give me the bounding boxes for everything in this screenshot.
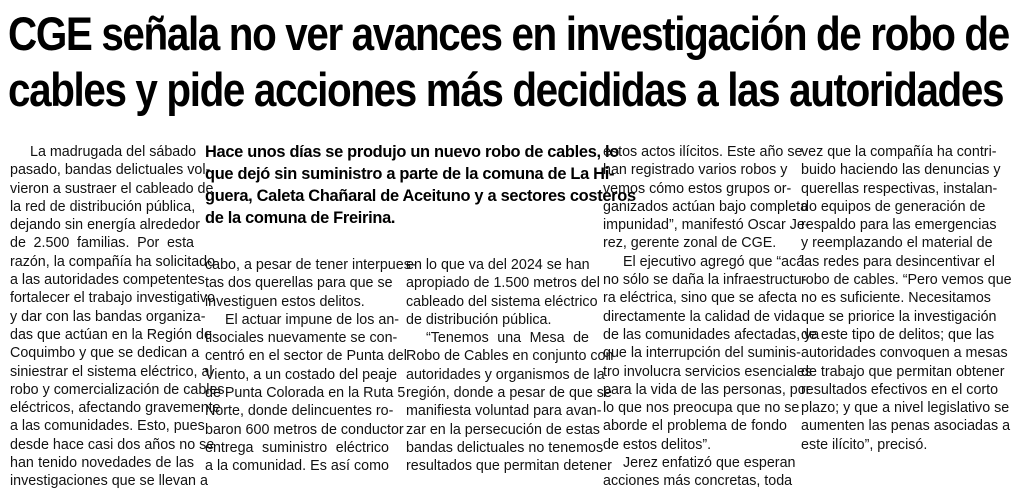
article-line: plazo; y que a nivel legislativo se — [801, 400, 1010, 417]
article-line: de trabajo que permitan obtener — [801, 363, 1005, 380]
article-line: ganizados actúan bajo completa — [603, 198, 809, 215]
article-line: en lo que va del 2024 se han — [406, 257, 590, 273]
article-line: de distribución pública. — [406, 311, 552, 328]
article-line: querellas respectivas, instalan- — [801, 180, 998, 197]
article-line: razón, la compañía ha solicitado — [10, 253, 216, 270]
article-line: a la comunidad. Es así como — [205, 458, 389, 475]
article-line: investigaciones que se llevan a — [10, 473, 208, 490]
article-line: buido haciendo las denuncias y — [801, 162, 1001, 179]
article-line: región, donde a pesar de que se — [406, 385, 612, 402]
article-line: robo y comercialización de cables — [10, 381, 225, 398]
article-line: tro involucra servicios esenciales — [603, 363, 812, 380]
article-line: impunidad”, manifestó Oscar Je- — [603, 217, 810, 234]
article-column-5 — [801, 143, 1012, 454]
article-line: Jerez enfatizó que esperan — [623, 455, 796, 472]
article-line: lo que nos preocupa que no se — [603, 400, 800, 417]
article-line: Norte, donde delincuentes ro- — [205, 403, 394, 420]
article-line: aborde el problema de fondo — [603, 418, 787, 435]
article-line: han tenido novedades de las — [10, 455, 194, 472]
article-line: directamente la calidad de vida — [603, 308, 801, 325]
article-line: han registrado varios robos y — [603, 162, 788, 179]
article-line: que se priorice la investigación — [801, 308, 997, 325]
article-line: siniestrar el sistema eléctrico, al — [10, 363, 213, 380]
article-line: autoridades y organismos de la — [406, 366, 605, 383]
article-line: Robo de Cables en conjunto con — [406, 348, 614, 365]
pull-quote-line: de la comuna de Freirina. — [205, 209, 396, 227]
article-line: acciones más concretas, toda — [603, 473, 793, 490]
article-line: baron 600 metros de conductor — [205, 421, 404, 438]
article-line: pasado, bandas delictuales vol- — [10, 162, 211, 179]
article-line: y reemplazando el material de — [801, 235, 993, 252]
article-line: aumenten las penas asociadas a — [801, 418, 1011, 435]
article-line: Coquimbo y que se dedican a — [10, 345, 200, 362]
article-line: vieron a sustraer el cableado de — [10, 180, 214, 197]
article-line: fortalecer el trabajo investigativo — [10, 290, 216, 307]
article-line: no es suficiente. Necesitamos — [801, 290, 991, 307]
article-line: a las autoridades competentes — [10, 272, 205, 289]
article-line: El ejecutivo agregó que “acá — [623, 253, 805, 270]
article-line: manifiesta voluntad para avan- — [406, 403, 602, 420]
pull-quote — [205, 141, 636, 229]
article-line: a las comunidades. Esto, pues — [10, 418, 205, 435]
article-line: investiguen estos delitos. — [205, 293, 365, 310]
article-line: cableado del sistema eléctrico — [406, 293, 598, 310]
article-line: das que actúan en la Región de — [10, 326, 212, 343]
headline-line-1: CGE señala no ver avances en investigación de robo de — [8, 7, 1009, 60]
article-line: autoridades convoquen a mesas — [801, 345, 1008, 362]
article-line: robo de cables. “Pero vemos que — [801, 272, 1012, 289]
article-line: este ilícito”, precisó. — [801, 436, 928, 453]
article-line: cabo, a pesar de tener interpues- — [205, 257, 416, 273]
article-line: de las comunidades afectadas, ya — [603, 326, 820, 343]
pull-quote-line: que dejó sin suministro a parte de la comuna de La Hi- — [205, 165, 615, 183]
article-line: respaldo para las emergencias — [801, 217, 997, 234]
headline-line-2: cables y pide acciones más decididas a las autoridades — [8, 63, 1004, 116]
article-line: eléctricos, afectando gravemente — [10, 400, 221, 417]
article-line: para la vida de las personas, por — [603, 381, 811, 398]
article-line: tisociales nuevamente se con- — [205, 330, 398, 347]
article-line: de estos delitos”. — [603, 436, 712, 453]
pull-quote-line: guera, Caleta Chañaral de Aceituno y a sectores costeros — [205, 187, 636, 205]
article-line: y dar con las bandas organiza- — [10, 308, 206, 325]
article-line: entrega suministro eléctrico — [205, 439, 389, 456]
article-line: resultados que permitan detener — [406, 458, 612, 475]
article-line: desde hace casi dos años no se — [10, 436, 215, 453]
article-line: vez que la compañía ha contri- — [801, 144, 997, 160]
article-line: El actuar impune de los an- — [225, 311, 400, 328]
article-line: Viento, a un costado del peaje — [205, 366, 398, 383]
article-line: zar en la persecución de estas — [406, 421, 600, 438]
article-line: vemos cómo estos grupos or- — [603, 180, 792, 197]
article-line: no sólo se daña la infraestructu- — [603, 272, 807, 289]
article-line: de este tipo de delitos; que las — [801, 326, 995, 343]
article-line: “Tenemos una Mesa de — [426, 330, 589, 347]
article-line: de 2.500 familias. Por esta — [10, 235, 194, 252]
article-line: La madrugada del sábado — [30, 144, 197, 160]
article-line: estos actos ilícitos. Este año se — [603, 144, 803, 160]
article-line: resultados efectivos en el corto — [801, 381, 999, 398]
article-line: que la interrupción del suminis- — [603, 345, 801, 362]
article-line: apropiado de 1.500 metros del — [406, 275, 600, 292]
article-line: dejando sin energía alrededor — [10, 217, 200, 234]
pull-quote-line: Hace unos días se produjo un nuevo robo de cables, lo — [205, 143, 619, 161]
article-line: las redes para desincentivar el — [801, 253, 995, 270]
article-line: centró en el sector de Punta del — [205, 348, 407, 365]
article-line: la red de distribución pública, — [10, 198, 196, 215]
article-line: do equipos de generación de — [801, 198, 986, 215]
article-line: rez, gerente zonal de CGE. — [603, 235, 777, 252]
article-line: bandas delictuales no tenemos — [406, 439, 604, 456]
article-column-3 — [406, 256, 614, 476]
article-column-4 — [603, 143, 820, 491]
headline — [8, 6, 1009, 118]
article-column-2 — [205, 256, 416, 476]
article-line: de Punta Colorada en la Ruta 5 — [205, 385, 406, 402]
article-column-1 — [10, 143, 225, 491]
article-line: ra eléctrica, sino que se afecta — [603, 290, 797, 307]
article-line: tas dos querellas para que se — [205, 275, 393, 292]
